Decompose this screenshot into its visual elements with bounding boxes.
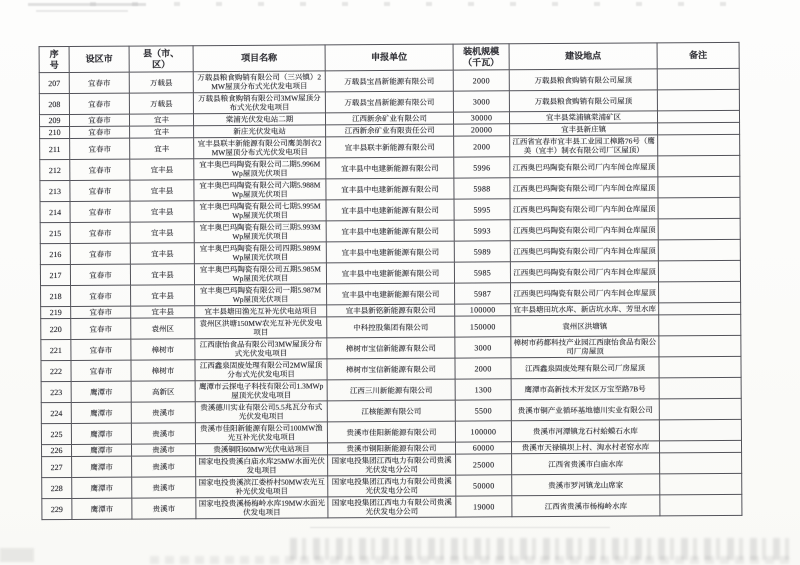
cell-no: 224 (41, 402, 71, 423)
cell-location: 樟树市药都科技产业园江西康怡食品有限公司厂房屋顶 (511, 336, 659, 358)
cell-project: 宜丰奥巴玛陶瓷有限公司四期5.989MWp屋顶光伏项目 (194, 242, 326, 264)
cell-location: 鹰潭市高新技术开发区万宝至路7B号 (511, 378, 659, 400)
cell-applicant: 樟树市宝信新能源有限公司 (327, 337, 455, 359)
cell-remark (658, 218, 740, 240)
header-remark: 备注 (657, 42, 739, 69)
cell-city: 宜春市 (69, 72, 129, 93)
cell-remark (657, 68, 739, 90)
cell-capacity: 19000 (456, 496, 512, 517)
cell-no: 216 (40, 243, 70, 264)
cell-project: 贵溪铜阳60MW光伏电站项目 (195, 443, 327, 456)
cell-capacity: 5989 (454, 241, 510, 262)
cell-location: 江西省贵溪市杨梅岭水库 (512, 495, 660, 517)
cell-county: 宜丰县 (131, 285, 195, 306)
cell-county: 万载县 (129, 72, 193, 93)
header-no: 序号 (39, 46, 69, 72)
cell-county: 贵溪市 (132, 456, 196, 477)
table-row (42, 494, 742, 519)
cell-project: 江西康怡食品有限公司3MW屋顶分布式光伏发电项目 (195, 338, 327, 360)
cell-remark (658, 122, 740, 135)
cell-remark (659, 335, 741, 357)
cell-no: 222 (41, 360, 71, 381)
cell-applicant: 宜丰县中电建新能源有限公司 (326, 241, 454, 263)
cell-location: 江西奥巴玛陶瓷有限公司厂内车间仓库屋顶 (510, 240, 658, 262)
cell-city: 鹰潭市 (71, 423, 131, 444)
cell-applicant: 万载县宝昌新能源有限公司 (325, 70, 453, 92)
cell-project: 鹰潭市云探电子科技有限公司1.3MWp屋顶光伏发电项目 (195, 380, 327, 402)
cell-county: 贵溪市 (132, 498, 196, 519)
cell-applicant: 宜丰县中电建新能源有限公司 (326, 178, 454, 200)
cell-remark (657, 89, 739, 111)
cell-county: 贵溪市 (132, 477, 196, 498)
cell-no: 228 (42, 477, 72, 498)
cell-remark (659, 419, 741, 441)
cell-capacity: 2000 (453, 70, 509, 91)
cell-county: 宜丰县 (130, 159, 194, 180)
cell-location: 江西奥巴玛陶瓷有限公司厂内车间仓库屋顶 (510, 261, 658, 283)
cell-applicant: 宜丰县中电建新能源有限公司 (326, 199, 454, 221)
cell-capacity: 30000 (453, 112, 509, 124)
cell-project: 棠浦光伏发电站二期 (193, 113, 325, 126)
cell-no: 226 (41, 444, 71, 456)
cell-project: 宜丰奥巴玛陶瓷有限公司七期5.995MWp屋顶光伏项目 (194, 200, 326, 222)
cell-city: 宜春市 (70, 201, 130, 222)
cell-remark (658, 134, 740, 156)
cell-project: 宜丰县塘田渔光互补光伏电站项目 (195, 305, 327, 318)
cell-county: 宜丰 (129, 114, 193, 126)
scan-bleedthrough-line (310, 527, 610, 528)
cell-city: 宜春市 (70, 159, 130, 180)
cell-location: 宜丰县塘田坑水库、新店坑水库、芳里水库 (511, 303, 659, 316)
cell-location: 万载县粮食购销有限公司屋顶 (509, 69, 657, 91)
cell-remark (658, 197, 740, 219)
cell-project: 江西鑫泉固废处理有限公司2MW屋顶分布式光伏发电项目 (195, 359, 327, 381)
cell-no: 207 (39, 72, 69, 93)
cell-remark (659, 440, 741, 453)
cell-city: 鹰潭市 (72, 498, 132, 519)
cell-location: 江西奥巴玛陶瓷有限公司厂内车间仓库屋顶 (510, 177, 658, 199)
cell-capacity: 2000 (455, 358, 511, 379)
cell-capacity: 5500 (455, 400, 511, 421)
header-applicant: 申报单位 (325, 44, 453, 71)
cell-remark (659, 377, 741, 399)
cell-capacity: 3000 (453, 91, 509, 112)
cell-remark (659, 314, 741, 336)
cell-capacity: 5985 (454, 262, 510, 283)
cell-city: 宜春市 (70, 180, 130, 201)
cell-location: 江西奥巴玛陶瓷有限公司厂内车间仓库屋顶 (511, 282, 659, 304)
cell-city: 宜春市 (71, 339, 131, 360)
cell-no: 219 (41, 306, 71, 318)
cell-city: 鹰潭市 (72, 477, 132, 498)
cell-project: 宜丰奥巴玛陶瓷有限公司六期5.988MWp屋顶光伏项目 (194, 179, 326, 201)
cell-capacity: 3000 (455, 337, 511, 358)
cell-location: 江西省宜春市宜丰县工业园工樟路76号（鹰美（宜丰）制衣有限公司厂区屋顶） (510, 135, 658, 157)
header-county: 县（市、区） (129, 46, 193, 72)
scan-bleedthrough-text-2 (150, 556, 790, 564)
header-location: 建设地点 (509, 43, 657, 70)
cell-city: 宜春市 (70, 264, 130, 285)
cell-location: 贵溪市天禄镇坝上村、淘水村老窑水库 (511, 441, 659, 454)
cell-no: 212 (40, 159, 70, 180)
cell-city: 宜春市 (69, 114, 129, 126)
cell-location: 江西鑫泉固废处理有限公司厂房屋顶 (511, 357, 659, 379)
cell-remark (657, 110, 739, 123)
cell-no: 209 (39, 114, 69, 126)
cell-project: 袁州区洪塘150MW农光互补光伏发电项目 (195, 317, 327, 339)
cell-capacity: 60000 (455, 442, 511, 454)
cell-no: 214 (40, 201, 70, 222)
cell-no: 221 (41, 339, 71, 360)
cell-county: 宜丰 (130, 138, 194, 159)
cell-location: 江西省贵溪市白庙水库 (512, 453, 660, 475)
cell-project: 贵溪德川实业有限公司5.5兆瓦分布式光伏发电项目 (195, 401, 327, 423)
scan-shadow-bottom-left (0, 548, 34, 562)
cell-remark (658, 155, 740, 177)
cell-project: 宜丰奥巴玛陶瓷有限公司一期5.987MWp屋顶光伏项目 (195, 284, 327, 306)
cell-applicant: 国家电投集团江西电力有限公司贵溪光伏发电分公司 (328, 496, 456, 518)
cell-remark (658, 260, 740, 282)
cell-capacity: 5988 (454, 178, 510, 199)
cell-remark (659, 281, 741, 303)
cell-applicant: 江西新余矿业有限责任公司 (326, 124, 454, 137)
cell-project: 国家电投贵溪杨梅岭水库19MW水面光伏发电项目 (196, 497, 328, 519)
cell-project: 宜丰奥巴玛陶瓷有限公司二期5.996MWp屋顶光伏项目 (194, 158, 326, 180)
cell-remark (658, 239, 740, 261)
cell-county: 袁州区 (131, 318, 195, 339)
cell-city: 鹰潭市 (71, 381, 131, 402)
cell-location: 贵溪市罗河镇龙山席家 (512, 474, 660, 496)
cell-remark (659, 398, 741, 420)
cell-no: 223 (41, 381, 71, 402)
cell-county: 贵溪市 (131, 402, 195, 423)
cell-county: 宜丰 (130, 126, 194, 138)
cell-capacity: 5995 (454, 199, 510, 220)
cell-applicant: 国家电投集团江西电力有限公司贵溪光伏发电分公司 (328, 475, 456, 497)
cell-city: 鹰潭市 (72, 456, 132, 477)
cell-applicant: 中科控股集团有限公司 (327, 316, 455, 338)
header-city: 设区市 (69, 46, 129, 72)
cell-applicant: 宜丰县新铭新能源有限公司 (327, 304, 455, 317)
cell-applicant: 贵溪市佳阳新能源有限公司 (327, 421, 455, 443)
cell-location: 万载县粮食购销有限公司屋顶 (509, 90, 657, 112)
cell-location: 袁州区洪塘镇 (511, 315, 659, 337)
cell-remark (660, 473, 742, 495)
cell-applicant: 江西三川新能源有限公司 (327, 379, 455, 401)
cell-city: 宜春市 (70, 138, 130, 159)
cell-no: 227 (42, 456, 72, 477)
cell-applicant: 国家电投集团江西电力有限公司贵溪光伏发电分公司 (328, 454, 456, 476)
header-capacity: 装机规模（千瓦） (453, 44, 509, 70)
cell-no: 229 (42, 498, 72, 519)
cell-city: 鹰潭市 (71, 402, 131, 423)
cell-capacity: 1300 (455, 379, 511, 400)
cell-project: 万载县粮食购销有限公司（三兴镇）2MW屋顶分布式光伏发电项目 (193, 71, 325, 93)
cell-location: 贵溪市铜产业循环基地德川实业有限公司 (511, 399, 659, 421)
cell-no: 218 (41, 285, 71, 306)
cell-remark (660, 494, 742, 516)
cell-capacity: 5987 (455, 283, 511, 304)
cell-applicant: 宜丰县中电建新能源有限公司 (326, 157, 454, 179)
scan-dust-top-edge (90, 2, 750, 6)
cell-applicant: 万载县宝昌新能源有限公司 (325, 91, 453, 113)
cell-capacity: 25000 (456, 454, 512, 475)
cell-location: 宜丰县新庄镇 (510, 123, 658, 136)
cell-county: 宜丰县 (131, 306, 195, 318)
cell-county: 宜丰县 (130, 222, 194, 243)
cell-applicant: 贵溪市铜阳新能源有限公司 (327, 442, 455, 455)
cell-city: 宜春市 (70, 243, 130, 264)
cell-county: 高新区 (131, 381, 195, 402)
cell-location: 江西奥巴玛陶瓷有限公司厂内车间仓库屋顶 (510, 198, 658, 220)
cell-county: 宜丰县 (130, 243, 194, 264)
cell-capacity: 100000 (455, 421, 511, 442)
cell-county: 樟树市 (131, 360, 195, 381)
cell-remark (659, 302, 741, 315)
cell-project: 宜丰县联丰新能源有限公司鹰美制衣2MW屋顶分布式光伏发电项目 (194, 137, 326, 159)
cell-applicant: 宜丰县联丰新能源有限公司 (326, 136, 454, 158)
header-project-name: 项目名称 (193, 45, 325, 72)
cell-location: 贵溪市河潭镇龙石村蛤蟆石水库 (511, 420, 659, 442)
cell-applicant: 江西新余矿业有限公司 (325, 112, 453, 125)
cell-remark (658, 176, 740, 198)
cell-county: 宜丰县 (130, 264, 194, 285)
cell-no: 217 (40, 264, 70, 285)
cell-applicant: 宜丰县中电建新能源有限公司 (326, 262, 454, 284)
cell-capacity: 2000 (454, 136, 510, 157)
cell-no: 211 (40, 138, 70, 159)
cell-city: 宜春市 (71, 360, 131, 381)
cell-no: 225 (41, 423, 71, 444)
cell-no: 208 (39, 93, 69, 114)
cell-location: 江西奥巴玛陶瓷有限公司厂内车间仓库屋顶 (510, 219, 658, 241)
cell-project: 宜丰奥巴玛陶瓷有限公司三期5.993MWp屋顶光伏项目 (194, 221, 326, 243)
cell-project: 新庄光伏发电站 (194, 125, 326, 138)
cell-city: 宜春市 (71, 318, 131, 339)
table-body (39, 68, 742, 519)
cell-project: 宜丰奥巴玛陶瓷有限公司五期5.985MWp屋顶光伏项目 (194, 263, 326, 285)
cell-capacity: 150000 (455, 316, 511, 337)
cell-county: 贵溪市 (131, 423, 195, 444)
cell-applicant: 宜丰县中电建新能源有限公司 (327, 283, 455, 305)
cell-project: 国家电投贵溪滨江娄桥村50MW农光互补光伏发电项目 (196, 476, 328, 498)
cell-project: 万载县粮食购销有限公司3MW屋顶分布式光伏发电项目 (193, 92, 325, 114)
cell-location: 宜丰县棠浦镇棠浦矿区 (509, 111, 657, 124)
cell-remark (660, 452, 742, 474)
cell-city: 宜春市 (70, 222, 130, 243)
scan-smudge-top-left-2 (36, 10, 128, 12)
cell-applicant: 宜丰县中电建新能源有限公司 (326, 220, 454, 242)
cell-no: 215 (40, 222, 70, 243)
cell-capacity: 5993 (454, 220, 510, 241)
cell-project: 贵溪市佳阳新能源有限公司100MW渔光互补光伏发电项目 (195, 422, 327, 444)
cell-no: 213 (40, 180, 70, 201)
pv-projects-table (39, 42, 743, 520)
cell-county: 万载县 (129, 93, 193, 114)
cell-applicant: 樟树市宝信新能源有限公司 (327, 358, 455, 380)
cell-capacity: 20000 (454, 124, 510, 136)
cell-applicant: 江核能源有限公司 (327, 400, 455, 422)
scan-smudge-top-left (28, 3, 146, 6)
cell-project: 国家电投贵溪白庙水库25MW水面光伏发电项目 (196, 455, 328, 477)
cell-no: 210 (40, 126, 70, 138)
cell-city: 鹰潭市 (71, 444, 131, 456)
cell-no: 220 (41, 318, 71, 339)
cell-city: 宜春市 (70, 126, 130, 138)
cell-county: 贵溪市 (131, 444, 195, 456)
cell-capacity: 100000 (455, 304, 511, 316)
cell-location: 江西奥巴玛陶瓷有限公司厂内车间仓库屋顶 (510, 156, 658, 178)
cell-city: 宜春市 (71, 285, 131, 306)
scan-bleedthrough-text (290, 538, 790, 560)
cell-capacity: 5996 (454, 157, 510, 178)
cell-county: 宜丰县 (130, 201, 194, 222)
cell-remark (659, 356, 741, 378)
cell-county: 宜丰县 (130, 180, 194, 201)
cell-city: 宜春市 (71, 306, 131, 318)
cell-capacity: 50000 (456, 475, 512, 496)
cell-county: 樟树市 (131, 339, 195, 360)
cell-city: 宜春市 (69, 93, 129, 114)
